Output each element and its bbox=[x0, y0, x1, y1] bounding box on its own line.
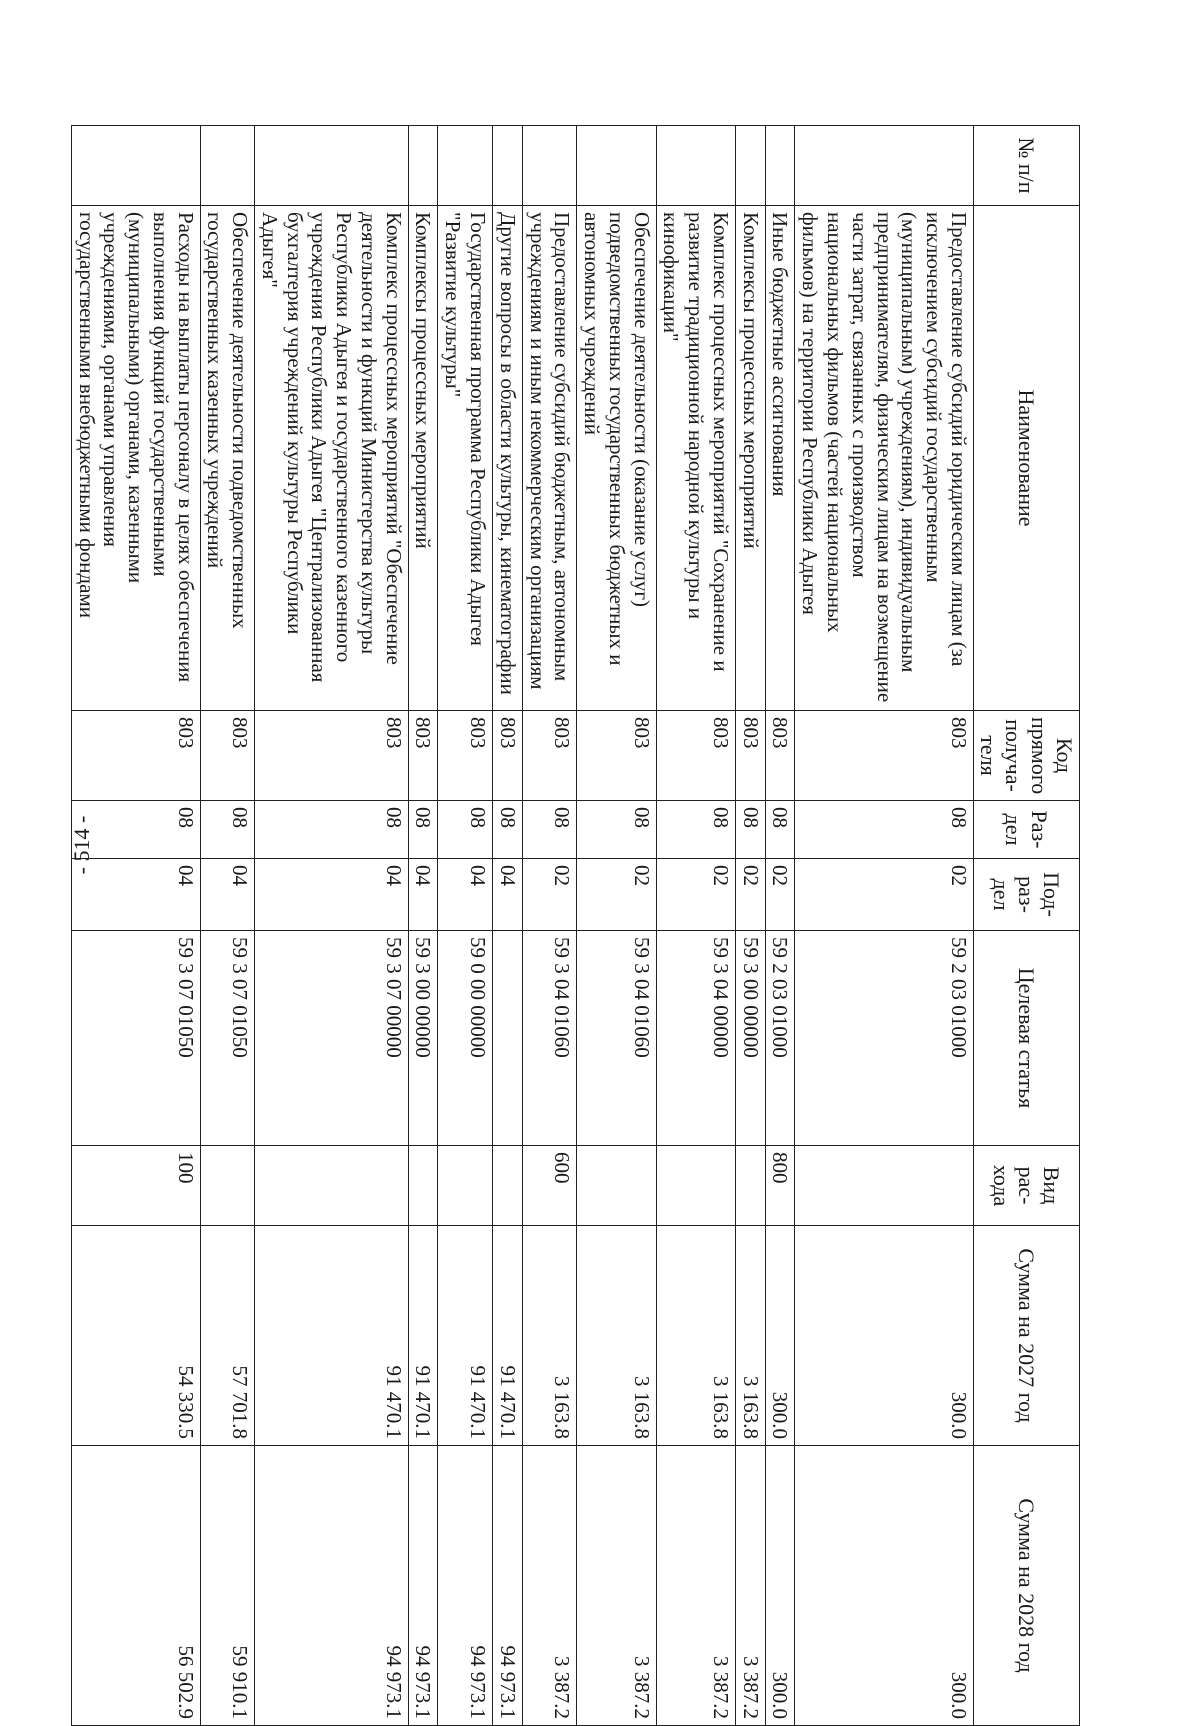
cell-subsection: 02 bbox=[577, 859, 656, 931]
table-row bbox=[438, 126, 493, 1726]
cell-sum2027: 91 470.1 bbox=[255, 1226, 409, 1446]
cell-section: 08 bbox=[200, 801, 255, 859]
cell-subsection: 04 bbox=[493, 859, 523, 931]
cell-kind bbox=[735, 1146, 765, 1226]
cell-num bbox=[438, 126, 493, 206]
table-row bbox=[795, 126, 973, 1726]
cell-sum2028: 59 910.1 bbox=[200, 1446, 255, 1726]
cell-sum2027: 3 163.8 bbox=[577, 1226, 656, 1446]
header-sum2028: Сумма на 2028 год bbox=[973, 1446, 1079, 1726]
cell-subsection: 02 bbox=[765, 859, 795, 931]
cell-section: 08 bbox=[522, 801, 577, 859]
cell-section: 08 bbox=[71, 801, 200, 859]
cell-sum2027: 300.0 bbox=[795, 1226, 973, 1446]
table-row bbox=[735, 126, 765, 1726]
cell-kind: 600 bbox=[522, 1146, 577, 1226]
cell-subsection: 02 bbox=[735, 859, 765, 931]
cell-sum2027: 3 163.8 bbox=[656, 1226, 735, 1446]
cell-subsection: 04 bbox=[71, 859, 200, 931]
cell-article: 59 3 00 00000 bbox=[408, 931, 438, 1146]
cell-sum2028: 94 973.1 bbox=[493, 1446, 523, 1726]
cell-kind bbox=[408, 1146, 438, 1226]
cell-sum2028: 56 502.9 bbox=[71, 1446, 200, 1726]
table-row bbox=[255, 126, 409, 1726]
header-sum2027: Сумма на 2027 год bbox=[973, 1226, 1079, 1446]
cell-sum2027: 300.0 bbox=[765, 1226, 795, 1446]
cell-subsection: 04 bbox=[438, 859, 493, 931]
cell-name: Предоставление субсидий юридическим лицам (за исключением субсидий государственным (муниципальным) учреждениям), индивидуальным предпринимателям, физическим лицам на возмещение части затрат, связанных с производством национальных фильмов (частей национальных фильмов) на территории Республики Адыгея bbox=[795, 206, 973, 711]
cell-sum2028: 94 973.1 bbox=[255, 1446, 409, 1726]
cell-name: Обеспечение деятельности подведомственных государственных казенных учреждений bbox=[200, 206, 255, 711]
cell-sum2028: 3 387.2 bbox=[522, 1446, 577, 1726]
cell-article: 59 3 07 00000 bbox=[255, 931, 409, 1146]
cell-article bbox=[493, 931, 523, 1146]
page-number: - 514 - bbox=[69, 815, 94, 875]
cell-article: 59 3 04 01060 bbox=[577, 931, 656, 1146]
cell-section: 08 bbox=[656, 801, 735, 859]
cell-code: 803 bbox=[408, 711, 438, 801]
cell-name: Расходы на выплаты персоналу в целях обеспечения выполнения функций государственными (муниципальными) органами, казенными учреждениями, органами управления государственными внебюджетными фондами bbox=[71, 206, 200, 711]
cell-subsection: 04 bbox=[408, 859, 438, 931]
table-row bbox=[493, 126, 523, 1726]
cell-article: 59 3 04 00000 bbox=[656, 931, 735, 1146]
cell-article: 59 2 03 01000 bbox=[765, 931, 795, 1146]
cell-num bbox=[656, 126, 735, 206]
cell-code: 803 bbox=[577, 711, 656, 801]
cell-article: 59 0 00 00000 bbox=[438, 931, 493, 1146]
cell-kind bbox=[577, 1146, 656, 1226]
header-article: Целевая статья bbox=[973, 931, 1079, 1146]
header-section: Раз- дел bbox=[973, 801, 1079, 859]
cell-code: 803 bbox=[735, 711, 765, 801]
cell-kind bbox=[656, 1146, 735, 1226]
cell-num bbox=[255, 126, 409, 206]
cell-sum2027: 54 330.5 bbox=[71, 1226, 200, 1446]
cell-sum2027: 91 470.1 bbox=[408, 1226, 438, 1446]
cell-kind: 800 bbox=[765, 1146, 795, 1226]
cell-name: Предоставление субсидий бюджетным, автономным учреждениям и иным некоммерческим организациям bbox=[522, 206, 577, 711]
table-row bbox=[656, 126, 735, 1726]
cell-kind bbox=[795, 1146, 973, 1226]
cell-code: 803 bbox=[493, 711, 523, 801]
cell-section: 08 bbox=[408, 801, 438, 859]
cell-sum2028: 94 973.1 bbox=[408, 1446, 438, 1726]
header-row bbox=[973, 126, 1079, 1726]
cell-section: 08 bbox=[493, 801, 523, 859]
header-subsection: Под- раз- дел bbox=[973, 859, 1079, 931]
cell-section: 08 bbox=[795, 801, 973, 859]
cell-num bbox=[735, 126, 765, 206]
cell-name: Комплексы процессных мероприятий bbox=[408, 206, 438, 711]
cell-section: 08 bbox=[577, 801, 656, 859]
header-num: № п/п bbox=[973, 126, 1079, 206]
cell-article: 59 3 07 01050 bbox=[200, 931, 255, 1146]
table-row bbox=[408, 126, 438, 1726]
cell-sum2027: 91 470.1 bbox=[438, 1226, 493, 1446]
cell-article: 59 2 03 01000 bbox=[795, 931, 973, 1146]
cell-kind bbox=[493, 1146, 523, 1226]
cell-kind: 100 bbox=[71, 1146, 200, 1226]
cell-sum2028: 3 387.2 bbox=[577, 1446, 656, 1726]
cell-num bbox=[795, 126, 973, 206]
cell-kind bbox=[200, 1146, 255, 1226]
cell-num bbox=[493, 126, 523, 206]
cell-section: 08 bbox=[255, 801, 409, 859]
cell-num bbox=[408, 126, 438, 206]
cell-code: 803 bbox=[656, 711, 735, 801]
cell-num bbox=[765, 126, 795, 206]
cell-kind bbox=[438, 1146, 493, 1226]
table-row bbox=[765, 126, 795, 1726]
cell-sum2028: 3 387.2 bbox=[656, 1446, 735, 1726]
cell-sum2028: 300.0 bbox=[795, 1446, 973, 1726]
cell-code: 803 bbox=[71, 711, 200, 801]
cell-subsection: 04 bbox=[200, 859, 255, 931]
cell-article: 59 3 04 01060 bbox=[522, 931, 577, 1146]
header-name: Наименование bbox=[973, 206, 1079, 711]
cell-sum2028: 3 387.2 bbox=[735, 1446, 765, 1726]
cell-section: 08 bbox=[765, 801, 795, 859]
cell-code: 803 bbox=[765, 711, 795, 801]
cell-section: 08 bbox=[438, 801, 493, 859]
table-row bbox=[522, 126, 577, 1726]
cell-name: Государственная программа Республики Адыгея "Развитие культуры" bbox=[438, 206, 493, 711]
header-kind: Вид рас- хода bbox=[973, 1146, 1079, 1226]
cell-kind bbox=[255, 1146, 409, 1226]
cell-name: Иные бюджетные ассигнования bbox=[765, 206, 795, 711]
cell-num bbox=[71, 126, 200, 206]
cell-sum2028: 300.0 bbox=[765, 1446, 795, 1726]
cell-subsection: 02 bbox=[795, 859, 973, 931]
cell-article: 59 3 00 00000 bbox=[735, 931, 765, 1146]
cell-sum2027: 3 163.8 bbox=[735, 1226, 765, 1446]
cell-name: Обеспечение деятельности (оказание услуг) подведомственных государственных бюджетных и автономных учреждений bbox=[577, 206, 656, 711]
cell-name: Комплекс процессных мероприятий "Обеспечение деятельности и функций Министерства культуры Республики Адыгея и государственного казенного учреждения Республики Адыгея "Централизованная бухгалтерия учреждений культуры Республики Адыгея" bbox=[255, 206, 409, 711]
table-row bbox=[200, 126, 255, 1726]
cell-num bbox=[200, 126, 255, 206]
cell-code: 803 bbox=[438, 711, 493, 801]
cell-sum2028: 94 973.1 bbox=[438, 1446, 493, 1726]
cell-code: 803 bbox=[522, 711, 577, 801]
cell-num bbox=[522, 126, 577, 206]
cell-code: 803 bbox=[795, 711, 973, 801]
cell-subsection: 02 bbox=[656, 859, 735, 931]
cell-subsection: 04 bbox=[255, 859, 409, 931]
cell-subsection: 02 bbox=[522, 859, 577, 931]
cell-sum2027: 91 470.1 bbox=[493, 1226, 523, 1446]
budget-table bbox=[71, 125, 1080, 1726]
cell-name: Комплекс процессных мероприятий "Сохранение и развитие традиционной народной культуры и кинофикации" bbox=[656, 206, 735, 711]
cell-name: Другие вопросы в области культуры, кинематографии bbox=[493, 206, 523, 711]
cell-section: 08 bbox=[735, 801, 765, 859]
table-row bbox=[71, 126, 200, 1726]
table-row bbox=[577, 126, 656, 1726]
cell-code: 803 bbox=[255, 711, 409, 801]
cell-sum2027: 57 701.8 bbox=[200, 1226, 255, 1446]
header-code: Код прямого получа- теля bbox=[973, 711, 1079, 801]
cell-num bbox=[577, 126, 656, 206]
cell-code: 803 bbox=[200, 711, 255, 801]
cell-sum2027: 3 163.8 bbox=[522, 1226, 577, 1446]
cell-name: Комплексы процессных мероприятий bbox=[735, 206, 765, 711]
cell-article: 59 3 07 01050 bbox=[71, 931, 200, 1146]
